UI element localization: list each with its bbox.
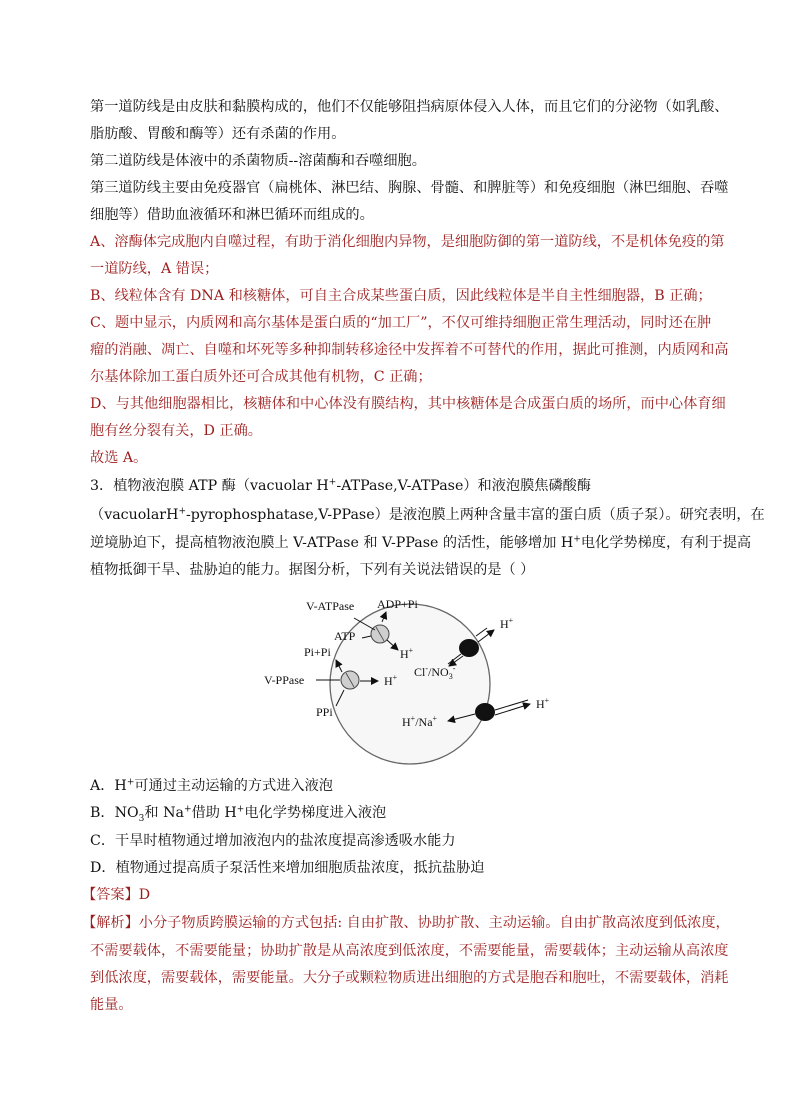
- analysis-d-line: 胞有丝分裂有关，D 正确。: [90, 423, 262, 439]
- explanation-line: 能量。: [90, 997, 133, 1013]
- h-na-antiporter: [475, 703, 495, 721]
- label-h-in-1: H+: [400, 646, 414, 661]
- answer-value: D: [138, 887, 151, 903]
- question-text: 电化学势梯度，有利于提高: [580, 535, 752, 551]
- cl-line-right: [476, 628, 487, 636]
- label-atp: ATP: [334, 629, 356, 643]
- question-text: （vacuolarH: [90, 507, 179, 523]
- option-c: C．干旱时植物通过增加液泡内的盐浓度提高渗透吸水能力: [90, 833, 456, 849]
- analysis-a-line: 一道防线，A 错误；: [90, 261, 219, 277]
- superscript-plus: +: [328, 477, 337, 488]
- option-b: B．$NO_3$和 Na+借助 H+电化学势梯度进入液泡: [90, 804, 387, 824]
- explain-line: 脂肪酸、胃酸和酶等）还有杀菌的作用。: [90, 126, 346, 142]
- option-a: A．H+可通过主动运输的方式进入液泡: [90, 777, 333, 794]
- arrow-h-out-top: [478, 630, 494, 642]
- analysis-b-line: B、线粒体含有 DNA 和核糖体，可自主合成某些蛋白质，因此线粒体是半自主性细胞器，B 正确；: [90, 288, 712, 304]
- analysis-choice: 故选 A。: [90, 450, 148, 466]
- option-d: D．植物通过提高质子泵活性来增加细胞质盐浓度，抵抗盐胁迫: [90, 860, 485, 876]
- explanation-label: 【解析】: [82, 915, 139, 931]
- label-h-in-2: H+: [384, 673, 398, 688]
- question-line: [90, 476, 591, 496]
- label-adp-pi: ADP+Pi: [377, 597, 418, 611]
- analysis-c-line: 瘤的消融、凋亡、自噬和坏死等多种抑制转移途径中发挥着不可替代的作用，据此可推测，内质网和高: [90, 342, 729, 358]
- explanation-line: 到低浓度，需要载体，需要能量。大分子或颗粒物质进出细胞的方式是胞吞和胞吐，不需要载体，消耗: [90, 970, 729, 986]
- label-v-ppase: V-PPase: [264, 673, 305, 687]
- superscript-plus: +: [178, 506, 186, 517]
- explanation-line: 不需要载体，不需要能量；协助扩散是从高浓度到低浓度，不需要能量，需要载体；主动运输从高浓度: [90, 943, 729, 959]
- label-pi-pi: Pi+Pi: [304, 645, 331, 659]
- question-line: [90, 533, 751, 553]
- question-number: 3．: [90, 478, 114, 494]
- answer-label: 【答案】: [82, 887, 139, 903]
- answer-line: [82, 885, 150, 905]
- question-text: 植物液泡膜 ATP 酶（vacuolar H: [113, 478, 329, 494]
- label-h-top-right: H+: [500, 616, 514, 631]
- explanation-text: 小分子物质跨膜运输的方式包括: 自由扩散、协助扩散、主动运输。自由扩散高浓度到低浓度，: [138, 915, 730, 931]
- question-line: 植物抵御干旱、盐胁迫的能力。据图分析，下列有关说法错误的是（ ）: [90, 562, 535, 578]
- explain-line: 第二道防线是体液中的杀菌物质--溶菌酶和吞噬细胞。: [90, 153, 426, 169]
- vacuole-diagram: [258, 590, 548, 770]
- analysis-d-line: D、与其他细胞器相比，核糖体和中心体没有膜结构，其中核糖体是合成蛋白质的场所，而中心体育细: [90, 396, 726, 412]
- label-h-na: H+/Na+: [402, 714, 438, 729]
- antiporter-line-right: [495, 700, 528, 710]
- cl-no3-channel: [459, 639, 479, 657]
- label-v-atpase: V-ATPase: [306, 599, 355, 613]
- analysis-c-line: C、题中显示，内质网和高尔基体是蛋白质的“加工厂”，不仅可维持细胞正常生理活动，同时还在肿: [90, 315, 712, 331]
- explain-line: 第一道防线是由皮肤和黏膜构成的，他们不仅能够阻挡病原体侵入人体，而且它们的分泌物（如乳酸、: [90, 99, 729, 115]
- question-line: [90, 505, 765, 525]
- question-text: 逆境胁迫下，提高植物液泡膜上 V-ATPase 和 V-PPase 的活性，能够增加 H: [90, 535, 574, 551]
- superscript-plus: +: [573, 534, 581, 545]
- analysis-c-line: 尔基体除加工蛋白质外还可合成其他有机物，C 正确；: [90, 369, 432, 385]
- explain-line: 细胞等）借助血液循环和淋巴循环而组成的。: [90, 207, 374, 223]
- analysis-a-line: A、溶酶体完成胞内自噬过程，有助于消化细胞内异物，是细胞防御的第一道防线，不是机体免疫的第: [90, 234, 725, 250]
- explanation-line: [82, 913, 730, 933]
- label-cl-no3: $Cl^-/NO_3^-$: [414, 664, 456, 681]
- question-text: -ATPase,V-ATPase）和液泡膜焦磷酸酶: [336, 478, 592, 494]
- question-text: -pyrophosphatase,V-PPase）是液泡膜上两种含量丰富的蛋白质（质子泵）。研究表明，在: [185, 507, 765, 523]
- arrow-h-out-bottom: [495, 704, 530, 715]
- label-h-bottom-right: H+: [536, 696, 550, 711]
- explain-line: 第三道防线主要由免疫器官（扁桃体、淋巴结、胸腺、骨髓、和脾脏等）和免疫细胞（淋巴细胞、吞噬: [90, 180, 729, 196]
- label-ppi: PPi: [316, 705, 333, 719]
